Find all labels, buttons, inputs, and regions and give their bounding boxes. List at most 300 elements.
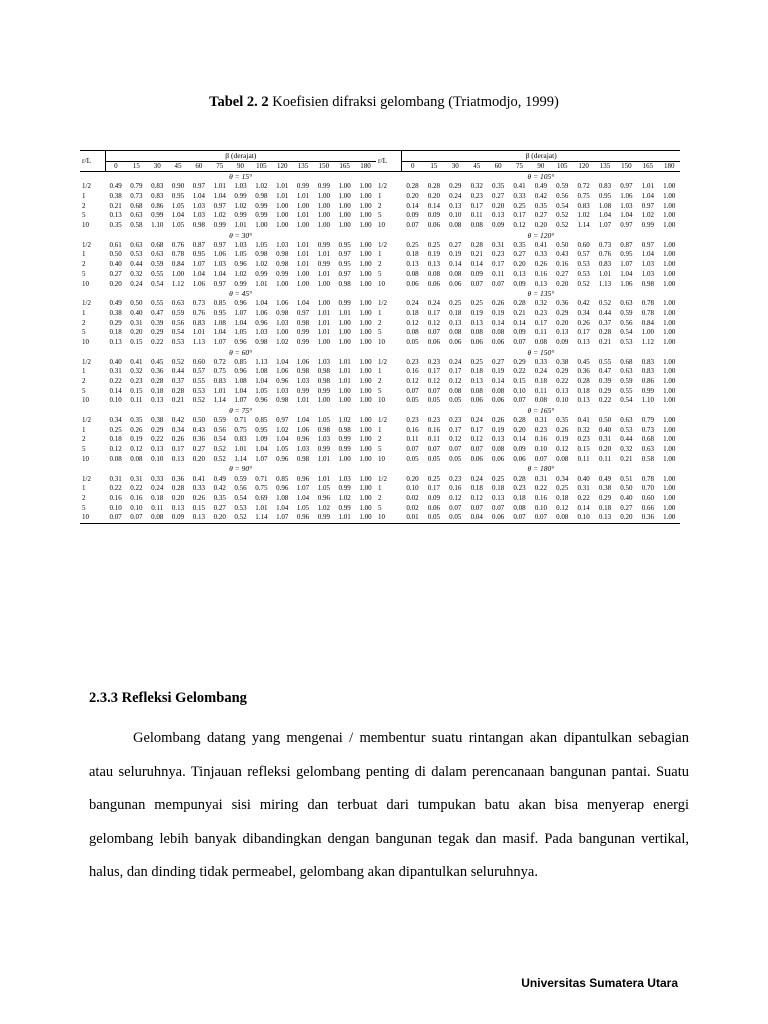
coefficient-cell: 0.24 bbox=[427, 299, 441, 308]
coefficient-cell: 1.04 bbox=[171, 211, 185, 220]
coefficient-cell: 0.31 bbox=[534, 474, 547, 483]
coefficient-cell: 0.13 bbox=[491, 493, 505, 502]
coefficient-cell: 0.95 bbox=[620, 250, 633, 259]
coefficient-cell: 0.07 bbox=[491, 279, 505, 288]
coefficient-cell: 0.86 bbox=[151, 201, 164, 210]
table-row bbox=[80, 416, 376, 426]
rl-value: 1 bbox=[378, 250, 382, 259]
coefficient-cell: 0.11 bbox=[130, 396, 143, 405]
coefficient-cell: 0.13 bbox=[470, 318, 483, 327]
coefficient-cell: 0.13 bbox=[534, 279, 547, 288]
coefficient-cell: 0.40 bbox=[130, 308, 143, 317]
coefficient-cell: 0.12 bbox=[470, 435, 483, 444]
coefficient-cell: 0.85 bbox=[213, 299, 226, 308]
coefficient-cell: 0.16 bbox=[130, 493, 143, 502]
coefficient-cell: 0.87 bbox=[192, 240, 205, 249]
theta-row bbox=[376, 406, 680, 416]
coefficient-cell: 0.23 bbox=[427, 416, 441, 425]
coefficient-cell: 0.13 bbox=[109, 337, 122, 346]
coefficient-cell: 0.29 bbox=[449, 182, 462, 191]
rl-value: 5 bbox=[82, 269, 86, 278]
coefficient-cell: 1.00 bbox=[663, 260, 676, 269]
coefficient-cell: 0.83 bbox=[151, 192, 164, 201]
coefficient-cell: 0.50 bbox=[130, 299, 143, 308]
coefficient-cell: 1.00 bbox=[663, 367, 676, 376]
coefficient-cell: 1.00 bbox=[359, 425, 372, 434]
rl-value: 5 bbox=[82, 211, 86, 220]
coefficient-cell: 1.03 bbox=[255, 328, 268, 337]
coefficient-cell: 0.98 bbox=[296, 454, 310, 463]
coefficient-cell: 0.39 bbox=[598, 377, 612, 386]
coefficient-cell: 0.78 bbox=[641, 308, 654, 317]
coefficient-cell: 1.00 bbox=[359, 386, 372, 395]
coefficient-cell: 0.07 bbox=[427, 328, 441, 337]
coefficient-cell: 0.26 bbox=[491, 416, 505, 425]
coefficient-cell: 0.14 bbox=[513, 435, 526, 444]
coefficient-cell: 0.26 bbox=[192, 493, 205, 502]
coefficient-cell: 0.59 bbox=[234, 474, 247, 483]
coefficient-cell: 0.42 bbox=[577, 299, 590, 308]
coefficient-cell: 0.20 bbox=[534, 221, 547, 230]
coefficient-cell: 0.18 bbox=[406, 250, 419, 259]
coefficient-cell: 0.53 bbox=[620, 337, 633, 346]
coefficient-cell: 1.07 bbox=[272, 513, 293, 523]
coefficient-cell: 0.18 bbox=[151, 493, 164, 502]
coefficient-cell: 1.00 bbox=[296, 201, 310, 210]
rl-value: 2 bbox=[82, 493, 86, 502]
coefficient-cell: 0.21 bbox=[470, 250, 483, 259]
coefficient-cell: 0.28 bbox=[513, 474, 526, 483]
coefficient-cell: 0.13 bbox=[577, 396, 590, 405]
coefficient-cell: 1.06 bbox=[620, 279, 633, 288]
coefficient-cell: 0.18 bbox=[406, 308, 419, 317]
rl-value: 2 bbox=[378, 435, 382, 444]
table-row bbox=[80, 386, 376, 396]
coefficient-cell: 0.52 bbox=[213, 454, 226, 463]
coefficient-cell: 1.00 bbox=[359, 279, 372, 288]
coefficient-cell: 0.14 bbox=[491, 377, 505, 386]
theta-label: θ = 180° bbox=[527, 464, 555, 474]
rl-value: 2 bbox=[82, 318, 86, 327]
coefficient-cell: 0.85 bbox=[276, 474, 289, 483]
coefficient-cell: 1.03 bbox=[296, 377, 310, 386]
coefficient-cell: 0.35 bbox=[491, 182, 505, 191]
coefficient-cell: 0.24 bbox=[130, 279, 143, 288]
coefficient-cell: 0.25 bbox=[427, 474, 441, 483]
coefficient-cell: 0.27 bbox=[192, 445, 205, 454]
angle-header: 150 bbox=[313, 162, 334, 172]
coefficient-cell: 0.28 bbox=[598, 328, 612, 337]
coefficient-cell: 1.10 bbox=[151, 221, 164, 230]
coefficient-cell: 0.07 bbox=[105, 513, 126, 523]
coefficient-cell: 0.25 bbox=[427, 240, 441, 249]
coefficient-cell: 1.03 bbox=[234, 240, 247, 249]
coefficient-cell: 0.49 bbox=[109, 182, 122, 191]
coefficient-cell: 1.01 bbox=[255, 503, 268, 512]
coefficient-cell: 1.04 bbox=[192, 269, 205, 278]
coefficient-cell: 0.17 bbox=[449, 425, 462, 434]
coefficient-cell: 0.50 bbox=[620, 484, 633, 493]
coefficient-cell: 1.04 bbox=[641, 250, 654, 259]
coefficient-cell: 0.20 bbox=[513, 260, 526, 269]
coefficient-cell: 0.34 bbox=[109, 416, 122, 425]
coefficient-cell: 0.11 bbox=[534, 386, 547, 395]
coefficient-cell: 1.01 bbox=[317, 308, 330, 317]
coefficient-cell: 1.00 bbox=[317, 211, 330, 220]
coefficient-cell: 1.14 bbox=[251, 513, 272, 523]
coefficient-cell: 0.54 bbox=[556, 201, 569, 210]
coefficient-cell: 1.03 bbox=[641, 260, 654, 269]
coefficient-cell: 0.76 bbox=[598, 250, 612, 259]
coefficient-cell: 1.10 bbox=[641, 396, 654, 405]
coefficient-cell: 0.06 bbox=[427, 503, 441, 512]
coefficient-cell: 1.05 bbox=[317, 484, 330, 493]
theta-row bbox=[80, 289, 376, 299]
table-right bbox=[376, 150, 680, 524]
coefficient-cell: 0.13 bbox=[491, 435, 505, 444]
coefficient-cell: 0.66 bbox=[641, 503, 654, 512]
coefficient-cell: 1.00 bbox=[338, 386, 351, 395]
table-row bbox=[376, 425, 680, 435]
coefficient-cell: 1.00 bbox=[663, 416, 676, 425]
coefficient-cell: 0.16 bbox=[534, 493, 547, 502]
angle-header: 135 bbox=[293, 162, 314, 172]
coefficient-cell: 1.00 bbox=[359, 201, 372, 210]
angle-header: 180 bbox=[355, 162, 376, 172]
rl-value: 1 bbox=[378, 484, 382, 493]
coefficient-cell: 0.09 bbox=[168, 513, 189, 523]
rl-value: 1 bbox=[82, 250, 86, 259]
coefficient-cell: 0.05 bbox=[449, 396, 462, 405]
coefficient-cell: 1.00 bbox=[338, 318, 351, 327]
coefficient-cell: 0.40 bbox=[620, 493, 633, 502]
coefficient-cell: 1.00 bbox=[359, 269, 372, 278]
coefficient-cell: 1.04 bbox=[598, 211, 612, 220]
coefficient-cell: 1.01 bbox=[213, 182, 226, 191]
coefficient-cell: 0.24 bbox=[534, 367, 547, 376]
rl-value: 2 bbox=[82, 201, 86, 210]
coefficient-cell: 0.53 bbox=[171, 337, 185, 346]
coefficient-cell: 1.00 bbox=[359, 357, 372, 366]
coefficient-cell: 0.11 bbox=[406, 435, 419, 444]
coefficient-cell: 0.12 bbox=[556, 503, 569, 512]
coefficient-cell: 0.19 bbox=[130, 435, 143, 444]
coefficient-cell: 0.11 bbox=[599, 454, 612, 463]
coefficient-cell: 0.18 bbox=[109, 435, 122, 444]
coefficient-cell: 1.06 bbox=[276, 299, 289, 308]
coefficient-cell: 0.24 bbox=[470, 416, 483, 425]
coefficient-cell: 1.13 bbox=[255, 357, 268, 366]
coefficient-cell: 0.21 bbox=[171, 396, 185, 405]
coefficient-cell: 0.73 bbox=[598, 240, 612, 249]
coefficient-cell: 0.99 bbox=[317, 445, 330, 454]
rl-value: 5 bbox=[378, 269, 382, 278]
coefficient-cell: 0.22 bbox=[109, 377, 122, 386]
coefficient-cell: 0.19 bbox=[449, 250, 462, 259]
angle-header: 75 bbox=[209, 162, 230, 172]
coefficient-cell: 0.08 bbox=[513, 503, 526, 512]
coefficient-cell: 0.19 bbox=[427, 250, 441, 259]
coefficient-cell: 0.01 bbox=[402, 513, 423, 523]
coefficient-cell: 0.86 bbox=[641, 377, 654, 386]
coefficient-cell: 1.00 bbox=[663, 377, 676, 386]
coefficient-cell: 1.02 bbox=[577, 211, 590, 220]
coefficient-cell: 0.52 bbox=[171, 357, 185, 366]
coefficient-cell: 0.52 bbox=[192, 396, 205, 405]
coefficient-cell: 0.06 bbox=[427, 279, 441, 288]
coefficient-cell: 0.13 bbox=[406, 260, 419, 269]
table-row bbox=[376, 221, 680, 231]
coefficient-cell: 1.05 bbox=[276, 445, 289, 454]
theta-row bbox=[376, 230, 680, 240]
coefficient-cell: 0.10 bbox=[534, 445, 547, 454]
coefficient-cell: 0.83 bbox=[234, 435, 247, 444]
coefficient-cell: 0.29 bbox=[556, 367, 569, 376]
coefficient-cell: 0.08 bbox=[130, 454, 143, 463]
coefficient-cell: 0.17 bbox=[534, 318, 547, 327]
coefficient-cell: 0.83 bbox=[192, 318, 205, 327]
coefficient-cell: 0.99 bbox=[338, 435, 351, 444]
coefficient-cell: 0.31 bbox=[598, 435, 612, 444]
corner-label: r/L bbox=[80, 151, 105, 172]
coefficient-cell: 1.00 bbox=[663, 474, 676, 483]
coefficient-cell: 1.07 bbox=[213, 337, 226, 346]
coefficient-cell: 0.28 bbox=[406, 182, 419, 191]
coefficient-cell: 0.26 bbox=[556, 425, 569, 434]
coefficient-cell: 0.24 bbox=[449, 192, 462, 201]
coefficient-cell: 0.16 bbox=[534, 435, 547, 444]
rl-value: 10 bbox=[378, 279, 385, 288]
rl-value: 2 bbox=[82, 377, 86, 386]
coefficient-cell: 0.06 bbox=[491, 396, 505, 405]
coefficient-cell: 0.98 bbox=[255, 337, 268, 346]
coefficient-cell: 0.71 bbox=[255, 474, 268, 483]
coefficient-cell: 1.01 bbox=[296, 211, 310, 220]
coefficient-cell: 0.99 bbox=[317, 240, 330, 249]
coefficient-cell: 0.73 bbox=[192, 299, 205, 308]
coefficient-cell: 1.00 bbox=[338, 192, 351, 201]
coefficient-cell: 0.22 bbox=[151, 337, 164, 346]
coefficient-cell: 0.13 bbox=[109, 211, 122, 220]
coefficient-cell: 1.00 bbox=[359, 367, 372, 376]
coefficient-cell: 0.22 bbox=[534, 484, 547, 493]
coefficient-cell: 1.02 bbox=[338, 493, 351, 502]
caption-label: Tabel 2. 2 bbox=[209, 94, 269, 110]
coefficient-cell: 1.00 bbox=[663, 493, 676, 502]
coefficient-cell: 0.14 bbox=[109, 386, 122, 395]
coefficient-cell: 1.04 bbox=[641, 192, 654, 201]
coefficient-cell: 0.18 bbox=[470, 484, 483, 493]
coefficient-cell: 0.14 bbox=[470, 260, 483, 269]
coefficient-cell: 1.00 bbox=[663, 182, 676, 191]
coefficient-cell: 0.20 bbox=[556, 279, 569, 288]
coefficient-cell: 1.00 bbox=[359, 192, 372, 201]
table-row bbox=[376, 455, 680, 465]
coefficient-cell: 0.98 bbox=[255, 250, 268, 259]
coefficient-cell: 1.00 bbox=[359, 182, 372, 191]
coefficient-cell: 0.27 bbox=[556, 269, 569, 278]
table-row bbox=[376, 377, 680, 387]
coefficient-cell: 0.15 bbox=[192, 503, 205, 512]
coefficient-cell: 0.41 bbox=[577, 416, 590, 425]
header-row-beta bbox=[376, 151, 680, 162]
coefficient-cell: 1.02 bbox=[234, 269, 247, 278]
coefficient-cell: 1.07 bbox=[255, 454, 268, 463]
coefficient-cell: 0.72 bbox=[213, 357, 226, 366]
diffraction-table-right bbox=[376, 150, 680, 524]
table-row bbox=[376, 328, 680, 338]
coefficient-cell: 0.05 bbox=[406, 454, 419, 463]
coefficient-cell: 1.00 bbox=[296, 279, 310, 288]
coefficient-cell: 0.13 bbox=[556, 386, 569, 395]
table-row bbox=[376, 299, 680, 309]
coefficient-cell: 0.20 bbox=[427, 192, 441, 201]
coefficient-cell: 1.00 bbox=[338, 454, 351, 463]
coefficient-cell: 1.01 bbox=[317, 454, 330, 463]
coefficient-cell: 0.06 bbox=[491, 337, 505, 346]
coefficient-cell: 0.21 bbox=[620, 454, 633, 463]
coefficient-cell: 0.19 bbox=[470, 308, 483, 317]
coefficient-cell: 1.00 bbox=[338, 201, 351, 210]
coefficient-cell: 0.05 bbox=[427, 396, 441, 405]
coefficient-cell: 0.13 bbox=[151, 445, 164, 454]
table-row bbox=[376, 318, 680, 328]
coefficient-cell: 0.99 bbox=[296, 182, 310, 191]
coefficient-cell: 0.17 bbox=[449, 367, 462, 376]
coefficient-cell: 0.23 bbox=[406, 357, 419, 366]
coefficient-cell: 1.01 bbox=[317, 269, 330, 278]
coefficient-cell: 0.99 bbox=[641, 386, 654, 395]
coefficient-cell: 0.32 bbox=[620, 445, 633, 454]
coefficient-cell: 1.00 bbox=[317, 192, 330, 201]
section-heading: 2.3.3 Refleksi Gelombang bbox=[89, 690, 247, 706]
coefficient-cell: 0.13 bbox=[449, 318, 462, 327]
diffraction-tables bbox=[80, 150, 680, 650]
coefficient-cell: 0.02 bbox=[406, 493, 419, 502]
coefficient-cell: 1.04 bbox=[213, 269, 226, 278]
coefficient-cell: 0.99 bbox=[313, 513, 334, 523]
coefficient-cell: 0.79 bbox=[641, 416, 654, 425]
coefficient-cell: 0.07 bbox=[449, 445, 462, 454]
coefficient-cell: 0.05 bbox=[406, 337, 419, 346]
coefficient-cell: 0.54 bbox=[234, 493, 247, 502]
table-row bbox=[376, 260, 680, 270]
coefficient-cell: 1.04 bbox=[255, 377, 268, 386]
rl-value: 2 bbox=[82, 435, 86, 444]
rl-value: 10 bbox=[378, 454, 385, 463]
coefficient-cell: 0.31 bbox=[491, 240, 505, 249]
coefficient-cell: 1.00 bbox=[276, 201, 289, 210]
coefficient-cell: 1.02 bbox=[317, 503, 330, 512]
coefficient-cell: 0.26 bbox=[171, 435, 185, 444]
rl-value: 5 bbox=[82, 328, 86, 337]
angle-header: 0 bbox=[402, 162, 423, 172]
coefficient-cell: 0.09 bbox=[427, 211, 441, 220]
coefficient-cell: 0.78 bbox=[171, 250, 185, 259]
coefficient-cell: 0.99 bbox=[641, 221, 654, 230]
coefficient-cell: 0.08 bbox=[109, 454, 122, 463]
coefficient-cell: 0.06 bbox=[470, 454, 483, 463]
coefficient-cell: 0.97 bbox=[213, 201, 226, 210]
coefficient-cell: 1.00 bbox=[317, 299, 330, 308]
rl-value: 1/2 bbox=[82, 182, 91, 191]
coefficient-cell: 1.04 bbox=[213, 192, 226, 201]
coefficient-cell: 1.01 bbox=[234, 445, 247, 454]
coefficient-cell: 0.12 bbox=[449, 435, 462, 444]
coefficient-cell: 0.52 bbox=[598, 299, 612, 308]
coefficient-cell: 0.68 bbox=[151, 240, 164, 249]
coefficient-cell: 0.32 bbox=[577, 425, 590, 434]
table-row bbox=[80, 299, 376, 309]
coefficient-cell: 1.00 bbox=[296, 221, 310, 230]
angle-header: 180 bbox=[659, 162, 680, 172]
coefficient-cell: 0.26 bbox=[491, 299, 505, 308]
coefficient-cell: 0.59 bbox=[171, 308, 185, 317]
coefficient-cell: 0.22 bbox=[556, 377, 569, 386]
coefficient-cell: 1.01 bbox=[317, 318, 330, 327]
coefficient-cell: 0.95 bbox=[338, 260, 351, 269]
coefficient-cell: 1.08 bbox=[234, 377, 247, 386]
rl-value: 2 bbox=[378, 318, 382, 327]
coefficient-cell: 1.03 bbox=[317, 357, 330, 366]
coefficient-cell: 1.00 bbox=[663, 503, 676, 512]
coefficient-cell: 0.99 bbox=[338, 299, 351, 308]
coefficient-cell: 0.58 bbox=[130, 221, 143, 230]
paragraph-text: Gelombang datang yang mengenai / membentur suatu rintangan akan dipantulkan sebagian atau seluruhnya. Tinjauan refleksi gelombang penting di dalam perencanaan bangunan pantai. Suatu bangunan mempunyai sisi miring dan terbuat dari tumpukan batu akan bisa menyerap energi gelombang lebih banyak dibandingkan dengan bangunan tegak dan masif. Pada bangunan vertikal, halus, dan dinding tidak permeabel, gelombang akan dipantulkan seluruhnya. bbox=[89, 730, 689, 880]
coefficient-cell: 0.41 bbox=[192, 474, 205, 483]
coefficient-cell: 0.09 bbox=[491, 221, 505, 230]
coefficient-cell: 0.61 bbox=[109, 240, 122, 249]
coefficient-cell: 0.12 bbox=[449, 493, 462, 502]
coefficient-cell: 0.98 bbox=[338, 279, 351, 288]
coefficient-cell: 1.08 bbox=[276, 493, 289, 502]
coefficient-cell: 1.07 bbox=[598, 221, 612, 230]
theta-label: θ = 30° bbox=[229, 230, 253, 240]
coefficient-cell: 0.24 bbox=[449, 357, 462, 366]
coefficient-cell: 0.07 bbox=[427, 445, 441, 454]
coefficient-cell: 1.00 bbox=[359, 493, 372, 502]
coefficient-cell: 1.00 bbox=[317, 396, 330, 405]
coefficient-cell: 0.06 bbox=[491, 454, 505, 463]
angle-header: 105 bbox=[552, 162, 573, 172]
coefficient-cell: 0.26 bbox=[534, 260, 547, 269]
coefficient-cell: 1.00 bbox=[355, 513, 376, 523]
coefficient-cell: 0.85 bbox=[234, 357, 247, 366]
coefficient-cell: 1.00 bbox=[663, 425, 676, 434]
coefficient-cell: 0.63 bbox=[620, 416, 633, 425]
coefficient-cell: 0.08 bbox=[491, 328, 505, 337]
coefficient-cell: 1.05 bbox=[296, 503, 310, 512]
theta-row bbox=[376, 464, 680, 474]
coefficient-cell: 0.98 bbox=[192, 221, 205, 230]
coefficient-cell: 1.00 bbox=[359, 308, 372, 317]
coefficient-cell: 1.00 bbox=[338, 396, 351, 405]
coefficient-cell: 0.17 bbox=[171, 445, 185, 454]
coefficient-cell: 1.00 bbox=[317, 279, 330, 288]
coefficient-cell: 0.96 bbox=[255, 318, 268, 327]
coefficient-cell: 0.29 bbox=[556, 308, 569, 317]
coefficient-cell: 0.99 bbox=[296, 386, 310, 395]
coefficient-cell: 0.06 bbox=[513, 454, 526, 463]
table-row bbox=[80, 270, 376, 280]
coefficient-cell: 1.06 bbox=[620, 192, 633, 201]
coefficient-cell: 0.96 bbox=[296, 435, 310, 444]
coefficient-cell: 0.07 bbox=[491, 503, 505, 512]
theta-row bbox=[80, 464, 376, 474]
coefficient-cell: 0.05 bbox=[423, 513, 444, 523]
coefficient-cell: 0.28 bbox=[151, 377, 164, 386]
angle-header: 165 bbox=[334, 162, 355, 172]
